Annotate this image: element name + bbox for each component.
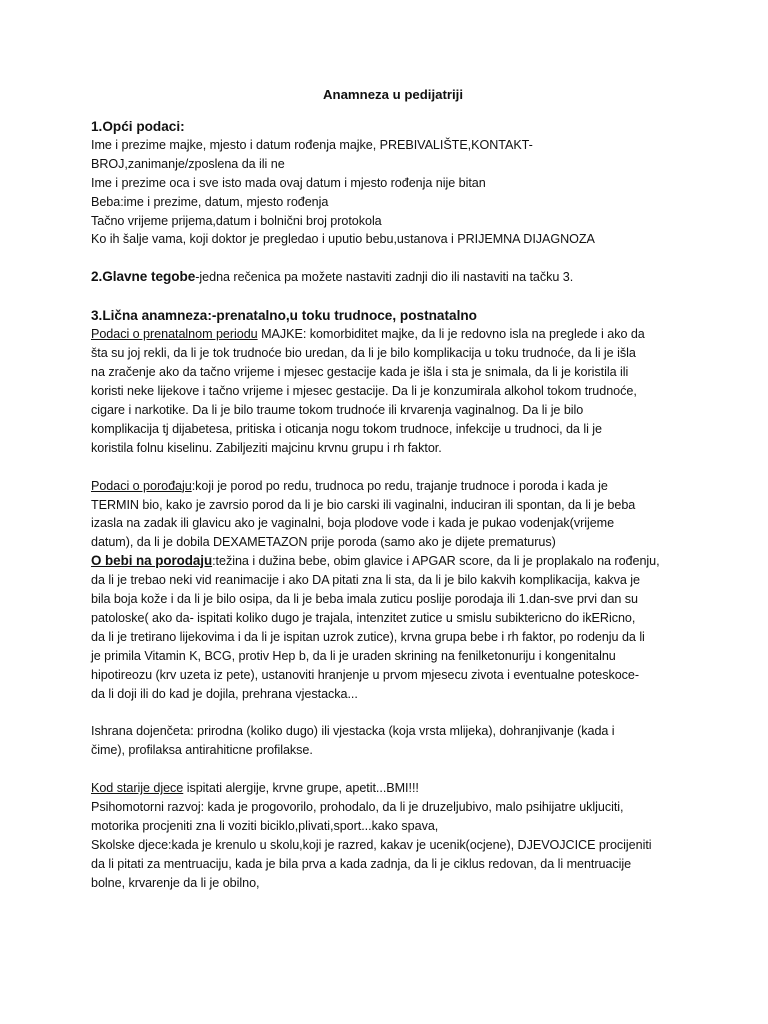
text-line: izasla na zadak ili glavicu ako je vaginalni, boja plodove vode i kada je pukao vodenjak(vrijeme	[91, 516, 615, 531]
prenatal-label: Podaci o prenatalnom periodu	[91, 327, 258, 342]
text-line: TERMIN bio, kako je zavrsio porod da li je bio carski ili vaginalni, induciran ili spontan, da li je beba	[91, 497, 636, 512]
birth-label: Podaci o porođaju	[91, 478, 192, 493]
text-line: koristi neke lijekove i tačno vrijeme i mjesec gestacije. Da li je konzumirala alkohol tokom trudnoće,	[91, 383, 637, 398]
baby-birth-text: :težina i dužina bebe, obim glavice i APGAR score, da li je proplakalo na rođenju,	[212, 554, 660, 569]
baby-birth-label: O bebi na porodaju	[91, 553, 213, 569]
older-children-block	[91, 779, 691, 892]
text-line: Tačno vrijeme prijema,datum i bolnični broj protokola	[91, 213, 382, 228]
text-line: motorika procjeniti zna li voziti biciklo,plivati,sport...kako spava,	[91, 819, 439, 834]
text-line: Ko ih šalje vama, koji doktor je pregledao i uputio bebu,ustanova i PRIJEMNA DIJAGNOZA	[91, 232, 595, 247]
text-line: Ime i prezime oca i sve isto mada ovaj datum i mjesto rođenja nije bitan	[91, 175, 486, 190]
text-line: šta su joj rekli, da li je tok trudnoće bio uredan, da li je bilo komplikacija u toku trudnoće, da li je išla	[91, 346, 636, 361]
older-children-label: Kod starije djece	[91, 781, 184, 796]
text-line: datum), da li je dobila DEXAMETAZON prije poroda (samo ako je dijete prematurus)	[91, 535, 556, 550]
section-2-text: -jedna rečenica pa možete nastaviti zadnji dio ili nastaviti na tačku 3.	[195, 270, 574, 285]
text-line	[91, 477, 691, 496]
text-line: je primila Vitamin K, BCG, protiv Hep b, da li je uraden skrining na fenilketonuriju i kongenitalnu	[91, 648, 616, 663]
text-line: Ishrana dojenčeta: prirodna (koliko dugo) ili vjestacka (koja vrsta mlijeka), dohranjivanje (kada i	[91, 724, 615, 739]
section-general-data	[91, 117, 691, 249]
text-line: bolne, krvarenje da li je obilno,	[91, 875, 260, 890]
text-line: Beba:ime i prezime, datum, mjesto rođenja	[91, 194, 329, 209]
section-2-heading: 2.Glavne tegobe	[91, 269, 196, 285]
older-children-text: ispitati alergije, krvne grupe, apetit...BMI!!!	[183, 781, 419, 796]
text-line: da li pitati za mentruaciju, kada je bila prva a kada zadnja, da li je ciklus redovan, da li mentruacije	[91, 856, 632, 871]
document-title: Anamneza u pedijatriji	[323, 87, 463, 102]
text-line	[91, 552, 691, 571]
text-line: čime), profilaksa antirahiticne profilakse.	[91, 743, 313, 758]
section-3-heading: 3.Lična anamneza:-prenatalno,u toku trudnoce, postnatalno	[91, 308, 477, 324]
text-line: da li doji ili do kad je dojila, prehrana vjestacka...	[91, 686, 358, 701]
text-line: Ime i prezime majke, mjesto i datum rođenja majke, PREBIVALIŠTE,KONTAKT-	[91, 137, 533, 152]
prenatal-text: MAJKE: komorbiditet majke, da li je redovno isla na preglede i ako da	[257, 327, 645, 342]
text-line: bila boja kože i da li je bilo osipa, da li je beba imala zuticu poslije porodaja ili 1.dan-sve prvi dan su	[91, 592, 638, 607]
text-line: na zračenje ako da tačno vrijeme i mjesec gestacije kada je išla i sta je snimala, da li je koristila ili	[91, 365, 629, 380]
text-line: patoloske( ako da- ispitati koliko dugo je trajala, intenzitet zutice u smislu subiktericno do ikERicno,	[91, 610, 636, 625]
birth-data-block	[91, 477, 691, 553]
text-line: da li je tretirano lijekovima i da li je ispitan uzrok zutice), krvna grupa bebe i rh faktor, po rodenju da li	[91, 629, 645, 644]
text-line: BROJ,zanimanje/zposlena da ili ne	[91, 156, 285, 171]
text-line: da li je trebao neki vid reanimacije i ako DA pitati zna li sta, da li je bilo kakvih komplikacija, kakva je	[91, 573, 640, 588]
text-line: Skolske djece:kada je krenulo u skolu,koji je razred, kakav je ucenik(ocjene), DJEVOJCICE procijeniti	[91, 838, 652, 852]
birth-text: :koji je porod po redu, trudnoca po redu, trajanje trudnoce i poroda i kada je	[191, 478, 608, 493]
text-line	[91, 779, 691, 798]
baby-birth-block	[91, 552, 691, 703]
text-line: koristila folnu kiselinu. Zabiljeziti majcinu krvnu grupu i rh faktor.	[91, 440, 442, 455]
section-1-heading: 1.Opći podaci:	[91, 118, 185, 134]
text-line	[91, 325, 691, 344]
document-page	[91, 86, 691, 893]
text-line	[91, 268, 691, 287]
text-line: komplikacija tj dijabetesa, pritiska i oticanja nogu tokom trudnoce, infekcije u trudnoci, da li je	[91, 421, 602, 436]
infant-nutrition-block	[91, 722, 691, 760]
text-line: cigare i narkotike. Da li je bilo traume tokom trudnoće ili krvarenja vaginalnog. Da li je bilo	[91, 402, 584, 417]
section-personal-history	[91, 306, 691, 457]
section-main-complaints	[91, 268, 691, 287]
text-line: hipotireozu (krv uzeta iz pete), ustanoviti hranjenje u prvom mjesecu zivota i eventualne poteskoce-	[91, 667, 640, 682]
text-line: Psihomotorni razvoj: kada je progovorilo, prohodalo, da li je druzeljubivo, malo psihijatre ukljuciti,	[91, 800, 624, 815]
